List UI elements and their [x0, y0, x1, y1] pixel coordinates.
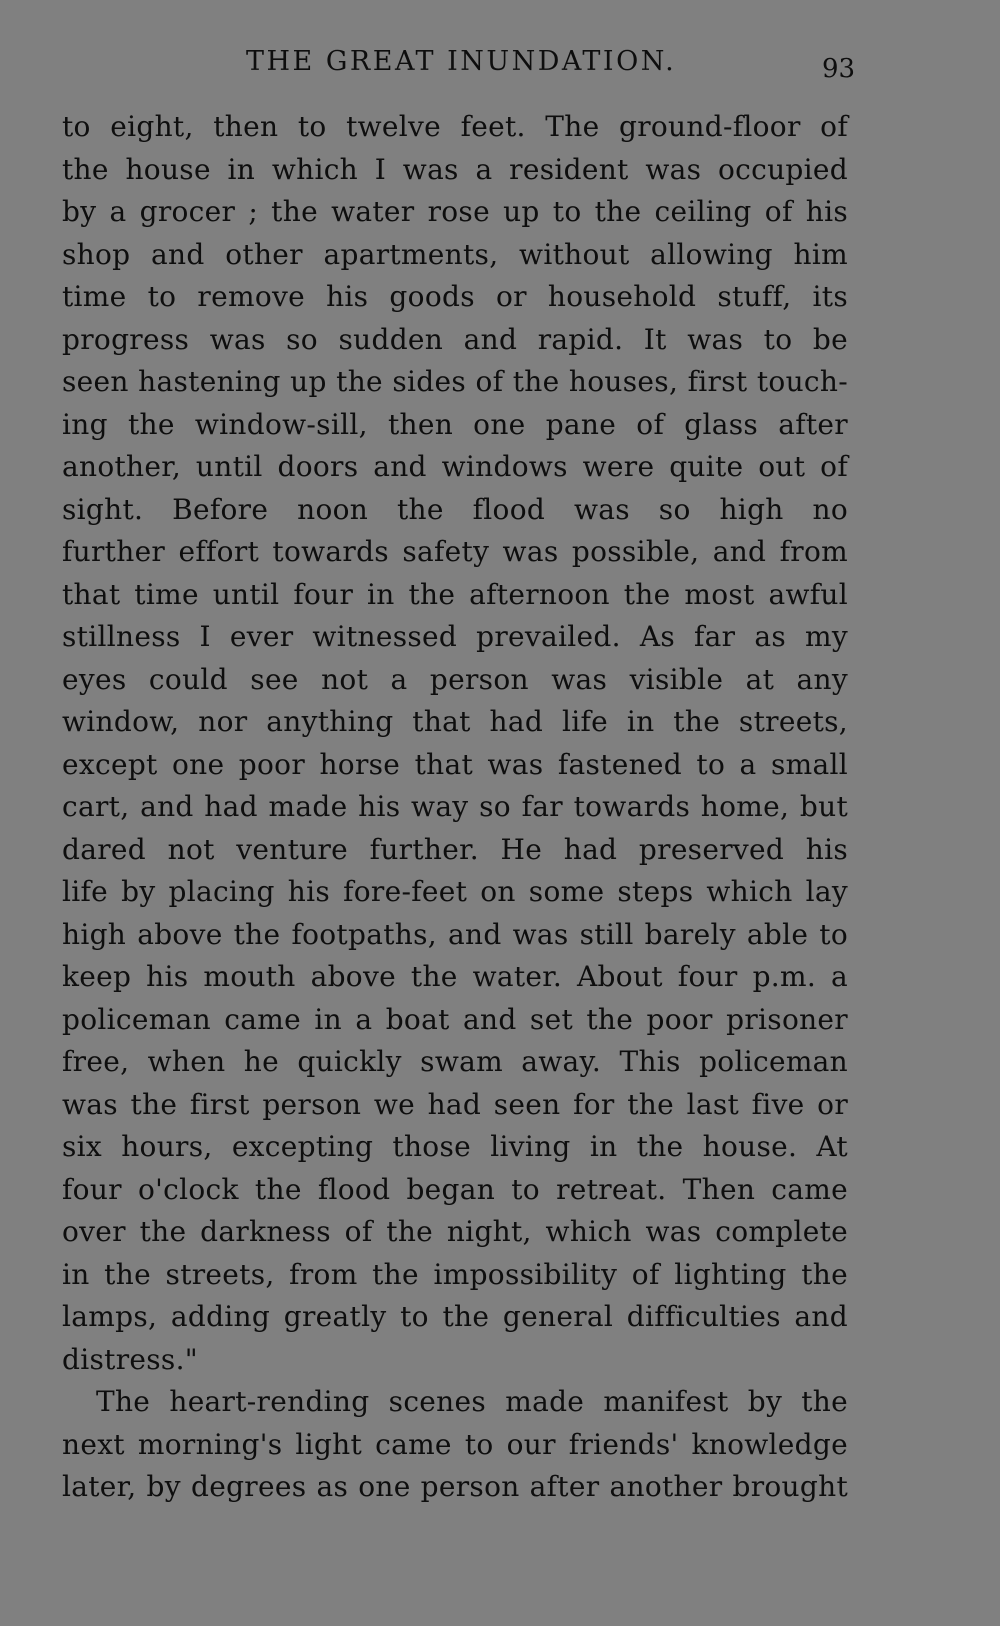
text-line: stillness I ever witnessed prevailed. As far as my	[62, 620, 848, 653]
text-line: seen hastening up the sides of the houses, first touch-	[62, 365, 848, 398]
text-line: was the first person we had seen for the last five or	[62, 1087, 848, 1121]
text-line: progress was so sudden and rapid. It was to be	[62, 322, 848, 356]
text-line: high above the footpaths, and was still barely able to	[62, 917, 848, 951]
running-title: THE GREAT INUNDATION.	[246, 46, 677, 77]
text-line: another, until doors and windows were quite out of	[62, 450, 848, 483]
text-line: over the darkness of the night, which was complete	[62, 1215, 848, 1248]
paragraph-next-morning	[62, 1381, 848, 1509]
text-line: except one poor horse that was fastened to a small	[62, 747, 848, 781]
text-line: The heart-rending scenes made manifest by the	[96, 1385, 848, 1418]
text-line: lamps, adding greatly to the general difficulties and	[62, 1300, 848, 1333]
text-line: time to remove his goods or household stuff, its	[62, 280, 848, 313]
text-line: dared not venture further. He had preserved his	[62, 832, 848, 866]
text-line: shop and other apartments, without allowing him	[62, 237, 848, 271]
text-line: cart, and had made his way so far towards home, but	[62, 790, 848, 823]
text-line: by a grocer ; the water rose up to the ceiling of his	[62, 195, 848, 228]
text-line: policeman came in a boat and set the poor prisoner	[62, 1002, 848, 1036]
page-number: 93	[822, 54, 856, 84]
text-line: to eight, then to twelve feet. The ground-floor of	[62, 110, 848, 143]
text-line: next morning's light came to our friends' knowledge	[62, 1427, 848, 1461]
text-line: sight. Before noon the flood was so high no	[62, 492, 848, 526]
text-line: keep his mouth above the water. About four p.m. a	[62, 960, 848, 993]
text-line: ing the window-sill, then one pane of glass after	[62, 407, 848, 441]
text-line: later, by degrees as one person after another brought	[62, 1470, 848, 1503]
paragraph-flood-account	[62, 106, 848, 1381]
running-head	[0, 42, 1000, 82]
text-line: distress."	[62, 1342, 198, 1376]
text-line: four o'clock the flood began to retreat. Then came	[62, 1172, 848, 1206]
text-line: window, nor anything that had life in the streets,	[62, 705, 848, 738]
text-line: in the streets, from the impossibility of lighting the	[62, 1257, 848, 1291]
text-line: free, when he quickly swam away. This policeman	[62, 1045, 848, 1078]
text-line: the house in which I was a resident was occupied	[62, 152, 848, 186]
text-line: eyes could see not a person was visible at any	[62, 662, 848, 696]
page-body	[62, 106, 848, 1509]
text-line: life by placing his fore-feet on some steps which lay	[62, 875, 848, 908]
text-line: that time until four in the afternoon the most awful	[62, 577, 848, 611]
text-line: further effort towards safety was possible, and from	[62, 535, 848, 568]
text-line: six hours, excepting those living in the house. At	[62, 1130, 848, 1163]
